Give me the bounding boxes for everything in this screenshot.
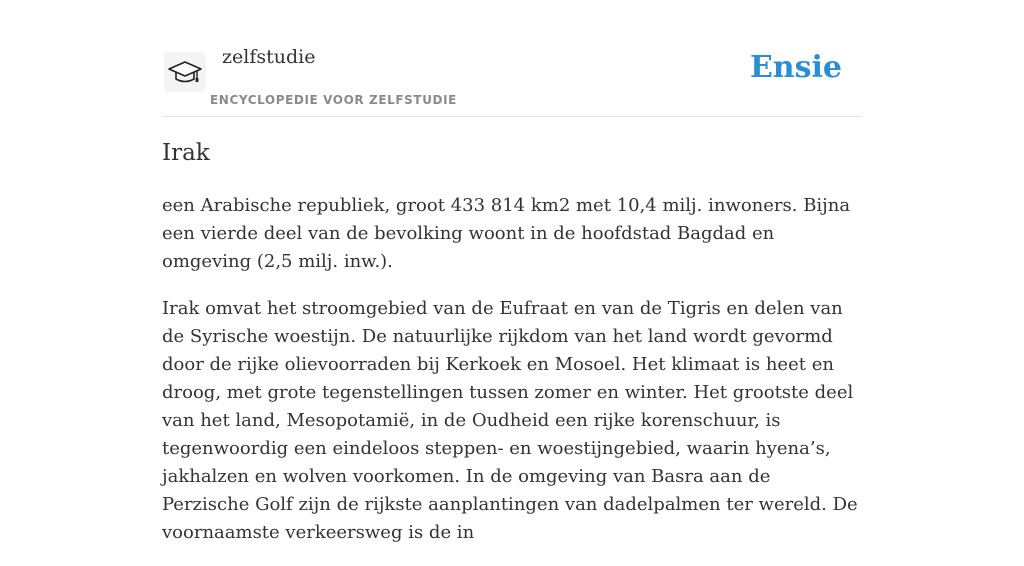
brand-logo[interactable]: Ensie — [749, 50, 842, 85]
site-header — [162, 40, 862, 117]
article-paragraph-1: een Arabische republiek, groot 433 814 km2 met 10,4 milj. inwoners. Bijna een vierde deel van de bevolking woont in de hoofdstad Bagdad en omgeving (2,5 milj. inw.). — [162, 195, 851, 272]
site-logo[interactable] — [164, 52, 206, 92]
site-name[interactable]: zelfstudie — [222, 46, 316, 68]
article-title: Irak — [162, 140, 210, 166]
graduation-cap-icon — [168, 58, 202, 86]
site-tagline: ENCYCLOPEDIE VOOR ZELFSTUDIE — [210, 93, 457, 107]
article-paragraph-2: Irak omvat het stroomgebied van de Eufraat en van de Tigris en delen van de Syrische woestijn. De natuurlijke rijkdom van het land wordt gevormd door de rijke olievoorraden bij Kerkoek en Mosoel. Het klimaat is heet en droog, met grote tegenstellingen tussen zomer en winter. Het grootste deel van het land, Mesopotamië, in de Oudheid een rijke korenschuur, is tegenwoordig een eindeloos steppen- en woestijngebied, waarin hyena’s, jakhalzen en wolven voorkomen. In de omgeving van Basra aan de Perzische Golf zijn de rijkste aanplantingen van dadelpalmen ter wereld. De voornaamste verkeersweg is de in — [162, 298, 858, 543]
article-body — [162, 192, 862, 566]
